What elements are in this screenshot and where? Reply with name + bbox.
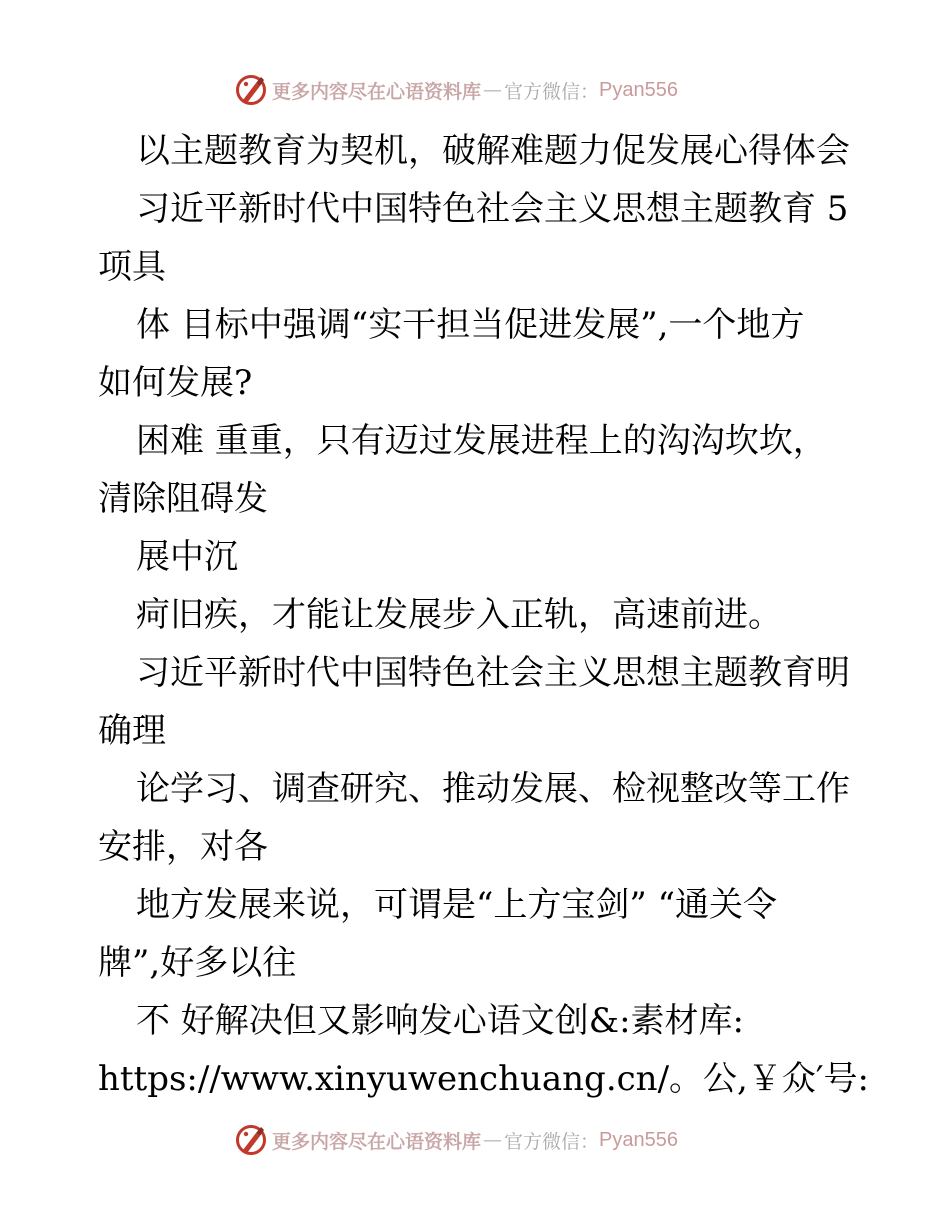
paragraph-line: 清除阻碍发 (98, 479, 268, 519)
paragraph-line: 确理 (98, 711, 166, 751)
paragraph-line: 习近平新时代中国特色社会主义思想主题教育 5 (136, 189, 849, 229)
watermark-official-label: 官方微信： (504, 80, 600, 103)
watermark-dash: — (483, 1129, 503, 1151)
paragraph-line: 地方发展来说，可谓是“上方宝剑” “通关令 (136, 885, 777, 925)
watermark-official-label: 官方微信： (504, 1130, 600, 1153)
pen-logo-icon (234, 73, 268, 107)
paragraph-line: 困难 重重，只有迈过发展进程上的沟沟坎坎， (136, 421, 827, 461)
watermark-brand-text: 更多内容尽在心语资料库 (272, 1130, 482, 1153)
document-title-line: 以主题教育为契机，破解难题力促发展心得体会 (136, 131, 850, 171)
paragraph-line: 安排，对各 (98, 827, 268, 867)
footer-watermark (234, 1123, 678, 1157)
paragraph-line: 习近平新时代中国特色社会主义思想主题教育明 (136, 653, 850, 693)
paragraph-line: 项具 (98, 247, 166, 287)
paragraph-line: 疴旧疾，才能让发展步入正轨，高速前进。 (136, 595, 782, 635)
watermark-wechat-id: Pyan556 (599, 78, 678, 101)
paragraph-line: 体 目标中强调“实干担当促进发展”,一个地方 (136, 305, 805, 345)
document-body (98, 122, 870, 1108)
paragraph-line: 牌”,好多以往 (98, 943, 297, 983)
watermark-dash: — (483, 79, 503, 101)
paragraph-line: 展中沉 (136, 537, 238, 577)
header-watermark (234, 73, 678, 107)
pen-logo-icon (234, 1123, 268, 1157)
watermark-brand-text: 更多内容尽在心语资料库 (272, 80, 482, 103)
paragraph-line: 如何发展? (98, 363, 253, 403)
watermark-wechat-id: Pyan556 (599, 1128, 678, 1151)
paragraph-line: 论学习、调查研究、推动发展、检视整改等工作 (136, 769, 850, 809)
paragraph-line: 不 好解决但又影响发心语文创&:素材库: (136, 1001, 744, 1041)
paragraph-line-url: https://www.xinyuwenchuang.cn/。公,￥众′号: (98, 1059, 870, 1099)
